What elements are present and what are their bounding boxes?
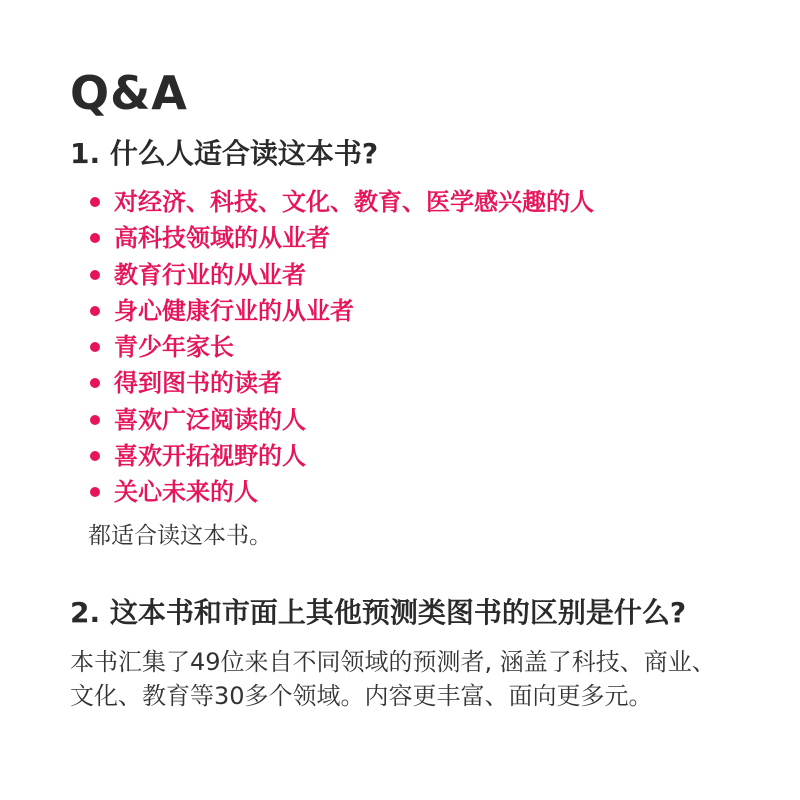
list-item-label: 喜欢广泛阅读的人: [114, 405, 306, 434]
list-item-label: 身心健康行业的从业者: [114, 296, 354, 325]
bullet-icon: [90, 342, 100, 352]
bullet-icon: [90, 451, 100, 461]
list-item-label: 青少年家长: [114, 333, 234, 362]
list-item: [90, 220, 594, 256]
list-item-label: 对经济、科技、文化、教育、医学感兴趣的人: [114, 188, 594, 216]
list-item-label: 教育行业的从业者: [114, 260, 306, 289]
bullet-icon: [90, 415, 100, 425]
list-item: [90, 257, 594, 293]
list-item: [90, 365, 594, 401]
question-1-heading: 1. 什么人适合读这本书?: [70, 137, 379, 170]
list-item: [90, 293, 594, 329]
bullet-icon: [90, 306, 100, 316]
question-2-heading: 2. 这本书和市面上其他预测类图书的区别是什么?: [70, 596, 687, 629]
bullet-icon: [90, 378, 100, 388]
list-item-label: 得到图书的读者: [114, 369, 282, 398]
list-item: [90, 184, 594, 220]
list-item-label: 关心未来的人: [114, 478, 258, 507]
list-item: [90, 438, 594, 474]
question-2-answer: 本书汇集了49位来自不同领域的预测者, 涵盖了科技、商业、文化、教育等30多个领域。内容更丰富、面向更多元。: [70, 648, 716, 710]
list-item-label: 喜欢开拓视野的人: [114, 442, 306, 471]
question-1-summary: 都适合读这本书。: [88, 523, 272, 549]
page-title: Q&A: [70, 66, 188, 120]
bullet-icon: [90, 487, 100, 497]
list-item: [90, 329, 594, 365]
audience-list: [90, 184, 594, 511]
bullet-icon: [90, 233, 100, 243]
list-item: [90, 474, 594, 510]
bullet-icon: [90, 270, 100, 280]
list-item-label: 高科技领域的从业者: [114, 224, 330, 253]
list-item: [90, 402, 594, 438]
bullet-icon: [90, 197, 100, 207]
